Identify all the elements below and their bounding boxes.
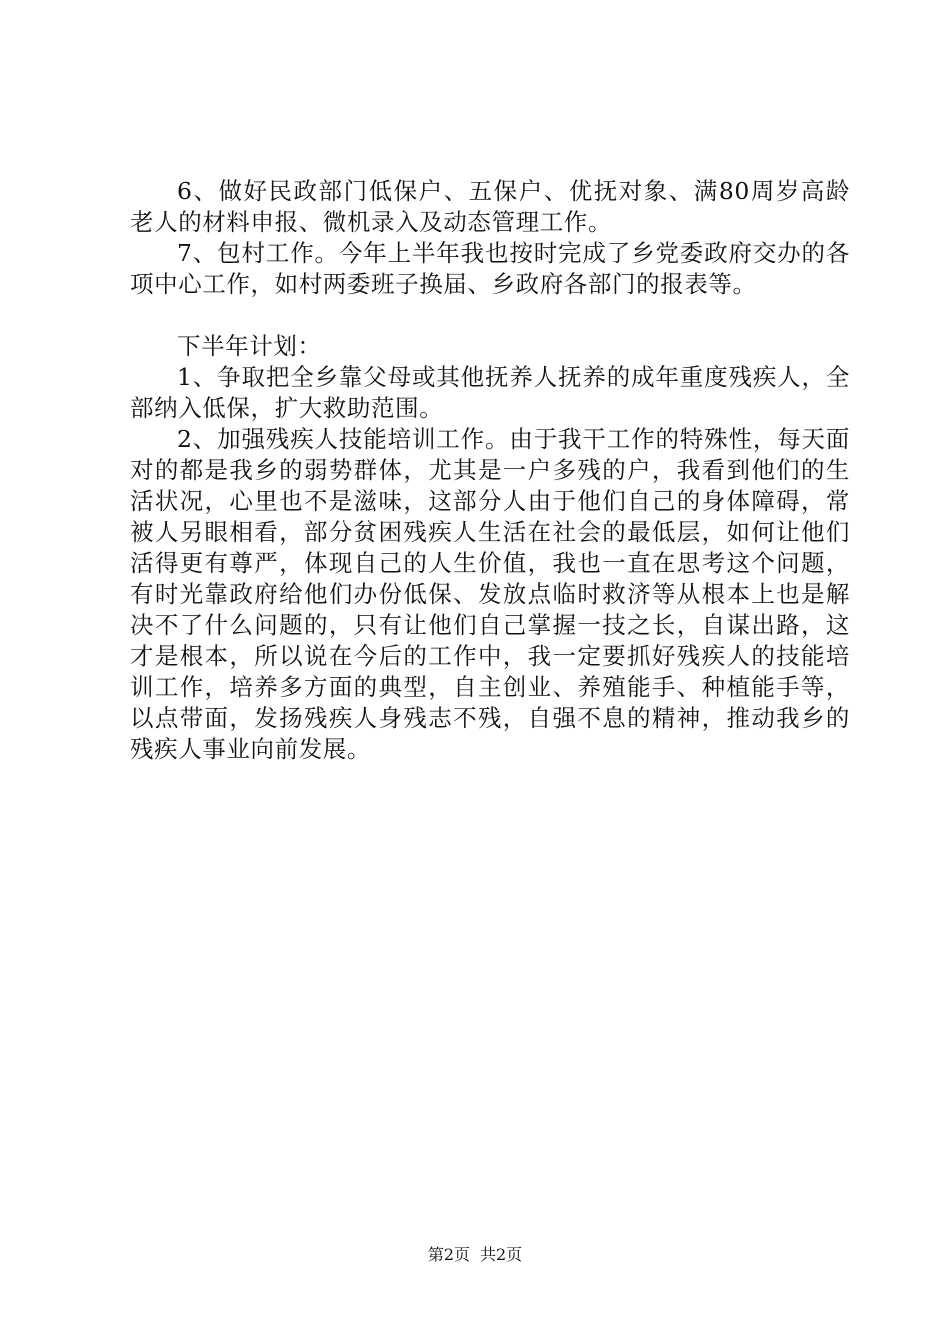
paragraph-spacer [130,300,850,331]
document-body [130,176,850,765]
plan-item-1: 1、争取把全乡靠父母或其他抚养人抚养的成年重度残疾人，全部纳入低保，扩大救助范围。 [130,363,850,422]
paragraph-item-7: 7、包村工作。今年上半年我也按时完成了乡党委政府交办的各项中心工作，如村两委班子换届、乡政府各部门的报表等。 [130,239,850,298]
page-footer [0,1242,950,1265]
page-number: 第2页 [427,1245,470,1264]
plan-heading: 下半年计划： [177,332,322,360]
plan-item-2: 2、加强残疾人技能培训工作。由于我干工作的特殊性，每天面对的都是我乡的弱势群体，尤其是一户多残的户，我看到他们的生活状况，心里也不是滋味，这部分人由于他们自己的身体障碍，常被人另眼相看，部分贫困残疾人生活在社会的最低层，如何让他们活得更有尊严，体现自己的人生价值，我也一直在思考这个问题，有时光靠政府给他们办份低保、发放点临时救济等从根本上也是解决不了什么问题的，只有让他们自己掌握一技之长，自谋出路，这才是根本，所以说在今后的工作中，我一定要抓好残疾人的技能培训工作，培养多方面的典型，自主创业、养殖能手、种植能手等，以点带面，发扬残疾人身残志不残，自强不息的精神，推动我乡的残疾人事业向前发展。 [130,425,850,763]
page-total: 共2页 [480,1245,523,1264]
paragraph-item-6: 6、做好民政部门低保户、五保户、优抚对象、满80周岁高龄老人的材料申报、微机录入及动态管理工作。 [130,177,850,236]
